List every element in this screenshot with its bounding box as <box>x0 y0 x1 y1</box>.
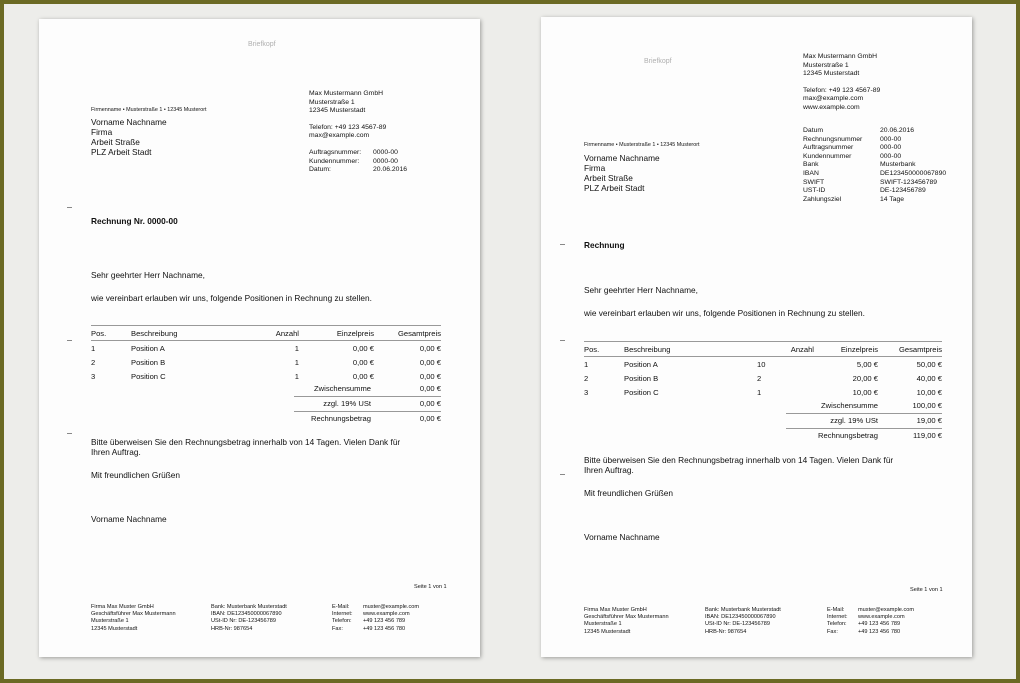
footer-company <box>91 604 176 633</box>
page-number: Seite 1 von 1 <box>910 587 943 593</box>
sender-line: Firmenname • Musterstraße 1 • 12345 Musterort <box>584 142 700 148</box>
meta-value: 0000-00 <box>373 157 398 165</box>
footer-website: www.example.com <box>363 611 410 618</box>
totals-row <box>786 413 942 428</box>
company-line: Max Mustermann GmbH <box>309 90 384 97</box>
table-row <box>91 341 441 356</box>
footer-company <box>584 607 669 636</box>
recipient-line: Vorname Nachname <box>584 153 660 163</box>
footer-email: muster@example.com <box>363 604 420 610</box>
invoice-page-right <box>541 17 972 657</box>
meta-label: Datum <box>803 127 824 134</box>
tax-label: zzgl. 19% USt <box>786 413 878 428</box>
footer-line: USt-ID Nr: DE-123456789 <box>211 618 276 625</box>
totals-row <box>294 382 441 396</box>
fold-mark <box>560 340 565 341</box>
cell-pos: 1 <box>584 359 589 369</box>
company-line: 12345 Musterstadt <box>803 70 860 78</box>
meta-value: 0000-00 <box>373 149 398 156</box>
letterhead-placeholder: Briefkopf <box>644 58 672 65</box>
fold-mark <box>560 244 565 245</box>
contact-line: max@example.com <box>803 95 864 103</box>
items-table <box>584 341 942 399</box>
company-line: Musterstraße 1 <box>803 61 849 69</box>
footer-line: 12345 Musterstadt <box>584 628 631 635</box>
company-line: 12345 Musterstadt <box>309 107 366 115</box>
items-table <box>91 325 441 383</box>
grand-total-label: Rechnungsbetrag <box>294 411 371 425</box>
meta-label: Kundennummer: <box>309 157 360 165</box>
meta-value: DE12345000006789​0 <box>880 169 947 177</box>
footer-line: Geschäftsführer Max Mustermann <box>91 611 176 618</box>
recipient-line: Arbeit Straße <box>584 173 633 183</box>
meta-label: UST-ID <box>803 187 826 195</box>
totals-row <box>786 399 942 413</box>
footer-line: Bank: Musterbank Musterstadt <box>211 604 287 610</box>
footer-fax: +49 123 456 780 <box>858 628 901 635</box>
footer-phone: +49 123 456 789 <box>858 621 901 628</box>
meta-value: 20.06.2016 <box>373 166 408 174</box>
footer-label: Fax: <box>332 625 343 632</box>
col-header-description: Beschreibung <box>131 326 241 341</box>
meta-value: 000-00 <box>880 135 902 143</box>
cell-pos: 3 <box>91 371 96 381</box>
meta-value: Musterbank <box>880 161 916 169</box>
greeting: Sehr geehrter Herr Nachname, <box>91 270 205 280</box>
footer-line: HRB-Nr: 987654 <box>211 625 253 632</box>
cell-total-price: 50,00 € <box>916 359 942 369</box>
cell-description: Position A <box>131 343 165 353</box>
recipient-line: Vorname Nachname <box>91 117 167 127</box>
footer-contact <box>827 607 914 636</box>
meta-block <box>803 127 946 204</box>
letterhead-placeholder: Briefkopf <box>248 41 276 48</box>
footer-fax: +49 123 456 780 <box>363 625 406 632</box>
payment-terms: Bitte überweisen Sie den Rechnungsbetrag innerhalb von 14 Tagen. Vielen Dank für Ihren Auftrag. <box>91 437 401 458</box>
totals-row <box>294 411 441 425</box>
company-line: Max Mustermann GmbH <box>803 53 878 60</box>
grand-total-value: 0,00 € <box>371 411 441 425</box>
table-row <box>584 371 942 385</box>
totals-row <box>294 396 441 411</box>
invoice-title: Rechnung Nr. 0000-00 <box>91 216 178 226</box>
cell-total-price: 40,00 € <box>916 373 942 383</box>
signature-name: Vorname Nachname <box>584 532 660 542</box>
totals-row <box>786 428 942 442</box>
footer-line: IBAN: DE12345000006789​0 <box>705 614 776 621</box>
footer-line: USt-ID Nr: DE-123456789 <box>705 621 770 628</box>
meta-label: Auftragsnummer: <box>309 149 362 156</box>
tax-value: 19,00 € <box>878 413 942 428</box>
table-row <box>584 357 942 372</box>
meta-label: Zahlungsziel <box>803 195 842 203</box>
footer-label: Internet: <box>827 614 848 621</box>
footer-label: Internet: <box>332 611 353 618</box>
greeting: Sehr geehrter Herr Nachname, <box>584 285 698 295</box>
cell-quantity: 1 <box>294 357 299 367</box>
recipient-address <box>91 117 167 157</box>
meta-value: 000-00 <box>880 152 902 160</box>
cell-quantity: 1 <box>757 387 762 397</box>
cell-description: Position C <box>131 371 166 381</box>
contact-line: www.example.com <box>803 103 860 111</box>
meta-value: 20.06.2016 <box>880 127 915 134</box>
col-header-pos: Pos. <box>91 326 131 341</box>
footer-bank <box>211 604 287 633</box>
col-header-quantity: Anzahl <box>241 326 299 341</box>
closing: Mit freundlichen Grüßen <box>91 470 181 480</box>
table-row <box>584 385 942 399</box>
cell-description: Position B <box>624 373 659 383</box>
col-header-total-price: Gesamtpreis <box>374 326 441 341</box>
meta-value: 000-00 <box>880 144 902 152</box>
tax-label: zzgl. 19% USt <box>294 396 371 411</box>
fold-mark <box>67 207 72 208</box>
cell-pos: 2 <box>91 357 96 367</box>
footer-line: HRB-Nr: 987654 <box>705 628 747 635</box>
meta-label: Auftragsnummer <box>803 144 854 152</box>
meta-label: SWIFT <box>803 178 825 186</box>
cell-pos: 3 <box>584 387 589 397</box>
closing: Mit freundlichen Grüßen <box>584 488 674 498</box>
col-header-quantity: Anzahl <box>757 342 814 357</box>
footer-label: Fax: <box>827 628 838 635</box>
contact-line: Telefon: +49 123 4567-89 <box>309 123 387 131</box>
cell-quantity: 10 <box>757 359 766 369</box>
contact-line: Telefon: +49 123 4567-89 <box>803 86 881 94</box>
cell-pos: 1 <box>91 343 96 353</box>
cell-quantity: 1 <box>294 371 299 381</box>
recipient-line: PLZ Arbeit Stadt <box>584 183 645 193</box>
footer-line: Firma Max Muster GmbH <box>91 604 154 610</box>
table-row <box>91 355 441 369</box>
footer-line: Firma Max Muster GmbH <box>584 607 647 613</box>
subtotal-label: Zwischensumme <box>821 401 878 411</box>
footer-bank <box>705 607 781 636</box>
cell-pos: 2 <box>584 373 589 383</box>
table-row <box>91 369 441 383</box>
payment-terms: Bitte überweisen Sie den Rechnungsbetrag innerhalb von 14 Tagen. Vielen Dank für Ihren Auftrag. <box>584 455 894 476</box>
fold-mark <box>560 474 565 475</box>
cell-description: Position C <box>624 387 659 397</box>
footer-phone: +49 123 456 789 <box>363 618 406 625</box>
cell-quantity: 2 <box>757 373 762 383</box>
tax-value: 0,00 € <box>371 396 441 411</box>
footer-line: Musterstraße 1 <box>91 618 129 625</box>
footer-line: Geschäftsführer Max Mustermann <box>584 614 669 621</box>
meta-label: Kundennummer <box>803 152 852 160</box>
cell-total-price: 0,00 € <box>419 343 441 353</box>
company-block <box>309 90 386 141</box>
meta-label: Datum: <box>309 166 331 174</box>
page-number: Seite 1 von 1 <box>414 584 447 590</box>
subtotal-value: 0,00 € <box>419 384 441 394</box>
col-header-description: Beschreibung <box>624 342 757 357</box>
grand-total-label: Rechnungsbetrag <box>786 428 878 442</box>
meta-block <box>309 149 407 175</box>
recipient-line: Firma <box>91 127 113 137</box>
cell-unit-price: 0,00 € <box>352 343 374 353</box>
footer-website: www.example.com <box>858 614 905 621</box>
col-header-total-price: Gesamtpreis <box>878 342 942 357</box>
cell-unit-price: 5,00 € <box>856 359 878 369</box>
meta-label: Rechnungsnummer <box>803 135 863 143</box>
cell-total-price: 10,00 € <box>916 387 942 397</box>
meta-value: 14 Tage <box>880 195 905 203</box>
footer-line: IBAN: DE12345000006789​0 <box>211 611 282 618</box>
meta-label: IBAN <box>803 169 819 177</box>
meta-value: DE-123456789 <box>880 187 926 195</box>
footer-label: Telefon: <box>827 621 847 628</box>
contact-line: max@example.com <box>309 132 370 140</box>
fold-mark <box>67 340 72 341</box>
meta-value: SWIFT-123456789 <box>880 178 938 186</box>
cell-unit-price: 0,00 € <box>352 357 374 367</box>
footer-line: Bank: Musterbank Musterstadt <box>705 607 781 613</box>
grand-total-value: 119,00 € <box>878 428 942 442</box>
footer-email: muster@example.com <box>858 607 915 613</box>
cell-total-price: 0,00 € <box>419 371 441 381</box>
invoice-title: Rechnung <box>584 240 625 250</box>
col-header-pos: Pos. <box>584 342 624 357</box>
subtotal-label: Zwischensumme <box>314 384 371 394</box>
company-line: Musterstraße 1 <box>309 98 355 106</box>
subtotal-value: 100,00 € <box>912 401 942 411</box>
footer-line: Musterstraße 1 <box>584 621 622 628</box>
cell-unit-price: 20,00 € <box>852 373 878 383</box>
recipient-line: Arbeit Straße <box>91 137 140 147</box>
footer-label: E-Mail: <box>332 604 350 610</box>
cell-description: Position B <box>131 357 166 367</box>
cell-quantity: 1 <box>294 343 299 353</box>
cell-unit-price: 10,00 € <box>852 387 878 397</box>
invoice-page-left <box>39 19 480 657</box>
col-header-unit-price: Einzelpreis <box>814 342 878 357</box>
cell-total-price: 0,00 € <box>419 357 441 367</box>
signature-name: Vorname Nachname <box>91 514 167 524</box>
company-block <box>803 53 880 113</box>
totals-table <box>786 399 942 442</box>
footer-label: Telefon: <box>332 618 352 625</box>
totals-table <box>294 382 441 425</box>
recipient-address <box>584 153 660 193</box>
fold-mark <box>67 433 72 434</box>
recipient-line: Firma <box>584 163 606 173</box>
meta-label: Bank <box>803 161 819 169</box>
cell-description: Position A <box>624 359 658 369</box>
footer-line: 12345 Musterstadt <box>91 625 138 632</box>
intro-text: wie vereinbart erlauben wir uns, folgende Positionen in Rechnung zu stellen. <box>584 308 865 318</box>
col-header-unit-price: Einzelpreis <box>299 326 374 341</box>
footer-contact <box>332 604 419 633</box>
recipient-line: PLZ Arbeit Stadt <box>91 147 152 157</box>
footer-label: E-Mail: <box>827 607 845 613</box>
intro-text: wie vereinbart erlauben wir uns, folgende Positionen in Rechnung zu stellen. <box>91 293 372 303</box>
cell-unit-price: 0,00 € <box>352 371 374 381</box>
sender-line: Firmenname • Musterstraße 1 • 12345 Musterort <box>91 107 207 113</box>
